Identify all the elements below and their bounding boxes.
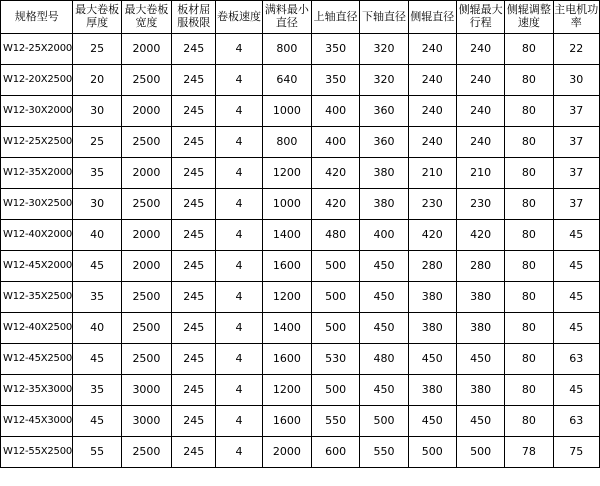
table-cell: 1600 [262,344,311,375]
table-cell: 2000 [121,220,171,251]
column-header-max-plate-thickness: 最大卷板厚度 [73,1,121,34]
table-cell: 1000 [262,96,311,127]
table-cell: 550 [360,437,408,468]
table-cell: 4 [216,34,262,65]
table-cell: 55 [73,437,121,468]
table-cell: 320 [360,65,408,96]
table-cell: 1600 [262,406,311,437]
table-cell: 1400 [262,313,311,344]
table-cell: 640 [262,65,311,96]
table-cell: 500 [360,406,408,437]
table-cell: 80 [505,313,553,344]
table-cell: 80 [505,282,553,313]
table-row [1,158,600,189]
table-cell: 320 [360,34,408,65]
cell-model: W12-25X2000 [1,34,73,65]
table-cell: 240 [408,65,456,96]
table-row [1,437,600,468]
table-cell: 40 [73,220,121,251]
table-cell: 45 [553,313,599,344]
table-cell: 450 [360,313,408,344]
table-cell: 380 [408,313,456,344]
table-cell: 240 [456,34,504,65]
table-cell: 80 [505,251,553,282]
table-cell: 22 [553,34,599,65]
table-cell: 30 [73,189,121,220]
table-cell: 4 [216,344,262,375]
table-cell: 800 [262,34,311,65]
table-cell: 245 [172,189,216,220]
table-cell: 240 [408,34,456,65]
table-cell: 500 [312,313,360,344]
table-cell: 480 [360,344,408,375]
column-header-side-roller-diameter: 侧辊直径 [408,1,456,34]
cell-model: W12-40X2000 [1,220,73,251]
table-cell: 500 [312,375,360,406]
table-cell: 280 [408,251,456,282]
table-cell: 2000 [121,96,171,127]
table-row [1,251,600,282]
table-cell: 4 [216,220,262,251]
table-cell: 80 [505,127,553,158]
table-cell: 400 [360,220,408,251]
table-cell: 420 [312,158,360,189]
cell-model: W12-45X3000 [1,406,73,437]
table-cell: 245 [172,406,216,437]
table-cell: 1600 [262,251,311,282]
table-cell: 37 [553,158,599,189]
cell-model: W12-45X2500 [1,344,73,375]
table-cell: 45 [73,251,121,282]
table-cell: 450 [408,344,456,375]
table-cell: 480 [312,220,360,251]
table-cell: 80 [505,220,553,251]
table-cell: 78 [505,437,553,468]
table-cell: 240 [456,96,504,127]
table-header-row [1,1,600,34]
table-cell: 245 [172,158,216,189]
table-cell: 35 [73,375,121,406]
table-cell: 450 [360,282,408,313]
table-cell: 2000 [121,34,171,65]
table-cell: 450 [456,344,504,375]
table-cell: 40 [73,313,121,344]
table-cell: 80 [505,406,553,437]
table-cell: 530 [312,344,360,375]
table-cell: 245 [172,282,216,313]
table-body [1,34,600,468]
table-cell: 45 [553,282,599,313]
table-cell: 230 [456,189,504,220]
table-cell: 1000 [262,189,311,220]
table-cell: 245 [172,344,216,375]
cell-model: W12-35X2500 [1,282,73,313]
table-cell: 4 [216,282,262,313]
table-cell: 4 [216,127,262,158]
cell-model: W12-45X2000 [1,251,73,282]
table-row [1,344,600,375]
column-header-main-motor-power: 主电机功率 [553,1,599,34]
table-cell: 25 [73,34,121,65]
cell-model: W12-30X2500 [1,189,73,220]
table-row [1,375,600,406]
column-header-max-plate-width: 最大卷板宽度 [121,1,171,34]
cell-model: W12-35X3000 [1,375,73,406]
table-cell: 2000 [121,158,171,189]
table-cell: 3000 [121,375,171,406]
table-cell: 800 [262,127,311,158]
table-cell: 4 [216,375,262,406]
table-cell: 360 [360,127,408,158]
table-cell: 245 [172,375,216,406]
table-cell: 450 [408,406,456,437]
table-cell: 380 [456,375,504,406]
table-cell: 380 [456,282,504,313]
table-cell: 550 [312,406,360,437]
table-cell: 360 [360,96,408,127]
table-row [1,282,600,313]
table-cell: 1200 [262,282,311,313]
table-cell: 420 [456,220,504,251]
table-cell: 500 [408,437,456,468]
table-cell: 20 [73,65,121,96]
table-cell: 245 [172,65,216,96]
table-cell: 1200 [262,375,311,406]
table-cell: 380 [408,282,456,313]
table-cell: 2500 [121,127,171,158]
table-cell: 280 [456,251,504,282]
table-cell: 380 [360,189,408,220]
table-cell: 80 [505,96,553,127]
column-header-upper-roller-diameter: 上轴直径 [312,1,360,34]
table-row [1,313,600,344]
table-cell: 4 [216,313,262,344]
table-cell: 245 [172,251,216,282]
table-cell: 245 [172,437,216,468]
table-cell: 4 [216,437,262,468]
table-cell: 80 [505,34,553,65]
cell-model: W12-20X2500 [1,65,73,96]
table-cell: 45 [553,251,599,282]
table-cell: 380 [360,158,408,189]
column-header-min-diameter: 满料最小直径 [262,1,311,34]
table-cell: 210 [456,158,504,189]
column-header-rolling-speed: 卷板速度 [216,1,262,34]
table-cell: 500 [312,251,360,282]
table-cell: 1200 [262,158,311,189]
table-cell: 2000 [121,251,171,282]
cell-model: W12-25X2500 [1,127,73,158]
table-cell: 2500 [121,282,171,313]
column-header-side-roller-adjust-speed: 侧辊调整速度 [505,1,553,34]
table-header [1,1,600,34]
cell-model: W12-55X2500 [1,437,73,468]
table-cell: 3000 [121,406,171,437]
table-cell: 240 [408,127,456,158]
table-cell: 80 [505,344,553,375]
table-cell: 2500 [121,313,171,344]
table-cell: 35 [73,282,121,313]
table-cell: 45 [73,406,121,437]
table-row [1,406,600,437]
table-cell: 2500 [121,437,171,468]
column-header-side-roller-max-stroke: 侧辊最大行程 [456,1,504,34]
table-cell: 245 [172,313,216,344]
table-cell: 1400 [262,220,311,251]
table-cell: 245 [172,220,216,251]
table-cell: 4 [216,406,262,437]
table-cell: 245 [172,127,216,158]
table-cell: 245 [172,34,216,65]
table-cell: 4 [216,96,262,127]
table-cell: 37 [553,189,599,220]
table-cell: 2500 [121,189,171,220]
table-cell: 420 [312,189,360,220]
table-row [1,127,600,158]
table-cell: 80 [505,375,553,406]
table-cell: 25 [73,127,121,158]
table-cell: 63 [553,344,599,375]
table-cell: 600 [312,437,360,468]
table-cell: 37 [553,127,599,158]
table-cell: 240 [456,65,504,96]
column-header-yield-limit: 板材屈服极限 [172,1,216,34]
table-cell: 400 [312,96,360,127]
column-header-model: 规格型号 [1,1,73,34]
table-cell: 4 [216,189,262,220]
table-cell: 350 [312,34,360,65]
table-row [1,96,600,127]
table-cell: 45 [553,220,599,251]
table-cell: 245 [172,96,216,127]
table-cell: 380 [408,375,456,406]
table-cell: 30 [553,65,599,96]
table-cell: 450 [456,406,504,437]
table-cell: 45 [73,344,121,375]
table-cell: 30 [73,96,121,127]
table-cell: 45 [553,375,599,406]
table-cell: 350 [312,65,360,96]
column-header-lower-roller-diameter: 下轴直径 [360,1,408,34]
table-cell: 2000 [262,437,311,468]
cell-model: W12-30X2000 [1,96,73,127]
table-cell: 2500 [121,65,171,96]
table-cell: 500 [456,437,504,468]
table-cell: 80 [505,158,553,189]
table-cell: 80 [505,189,553,220]
cell-model: W12-35X2000 [1,158,73,189]
table-cell: 4 [216,158,262,189]
table-cell: 400 [312,127,360,158]
table-cell: 230 [408,189,456,220]
table-cell: 4 [216,251,262,282]
table-cell: 35 [73,158,121,189]
cell-model: W12-40X2500 [1,313,73,344]
table-cell: 420 [408,220,456,251]
table-row [1,220,600,251]
table-cell: 80 [505,65,553,96]
table-cell: 210 [408,158,456,189]
table-row [1,34,600,65]
table-cell: 500 [312,282,360,313]
table-row [1,65,600,96]
table-row [1,189,600,220]
table-cell: 450 [360,251,408,282]
table-cell: 37 [553,96,599,127]
table-cell: 2500 [121,344,171,375]
table-cell: 240 [456,127,504,158]
table-cell: 380 [456,313,504,344]
table-cell: 4 [216,65,262,96]
table-cell: 450 [360,375,408,406]
table-cell: 75 [553,437,599,468]
table-cell: 63 [553,406,599,437]
table-cell: 240 [408,96,456,127]
